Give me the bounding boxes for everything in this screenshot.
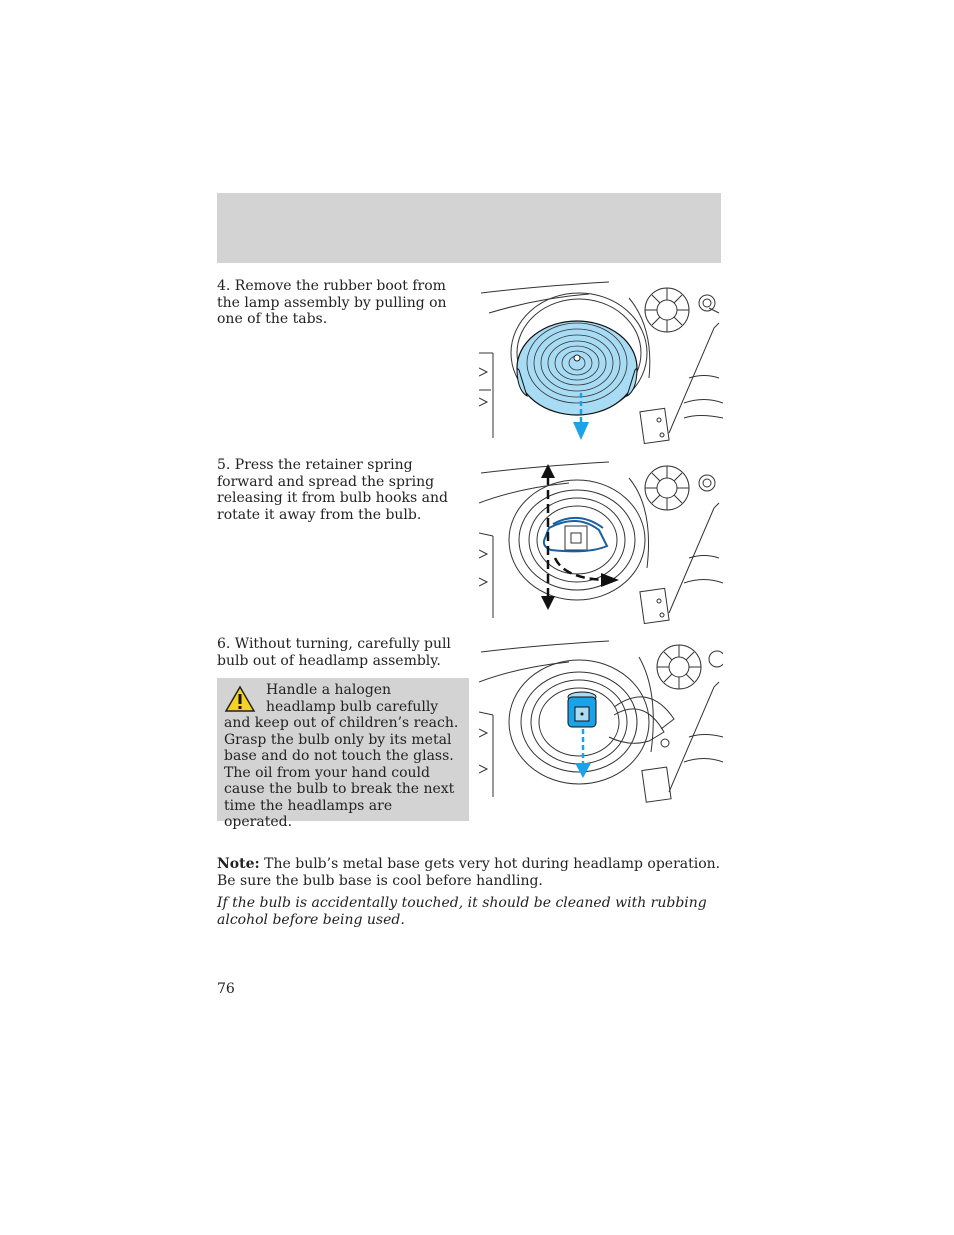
section-header-bar — [217, 193, 721, 263]
cleaning-note: If the bulb is accidentally touched, it should be cleaned with rubbing alcohol before being used. — [217, 895, 707, 928]
warning-box — [217, 678, 469, 830]
warning-text-block — [224, 682, 464, 831]
note-text: The bulb’s metal base gets very hot during headlamp operation. Be sure the bulb base is cool before handling. — [217, 856, 721, 889]
note-paragraph — [217, 856, 721, 889]
step-5-text: 5. Press the retainer spring forward and spread the spring releasing it from bulb hooks and rotate it away from the bulb. — [217, 457, 448, 523]
figure-release-retainer-spring — [479, 458, 723, 624]
note-label: Note: — [217, 856, 260, 872]
step-6-text: 6. Without turning, carefully pull bulb out of headlamp assembly. — [217, 636, 451, 669]
figure-pull-bulb-out — [479, 637, 723, 803]
step-4-text: 4. Remove the rubber boot from the lamp assembly by pulling on one of the tabs. — [217, 278, 447, 327]
page-number: 76 — [217, 981, 235, 997]
warning-text: Handle a halogen headlamp bulb carefully and keep out of children’s reach. Grasp the bulb only by its metal base and do not touch the glass. The oil from your hand could cause the bulb to break the next time the headlamps are operated. — [224, 682, 459, 830]
figure-remove-rubber-boot — [479, 278, 723, 444]
